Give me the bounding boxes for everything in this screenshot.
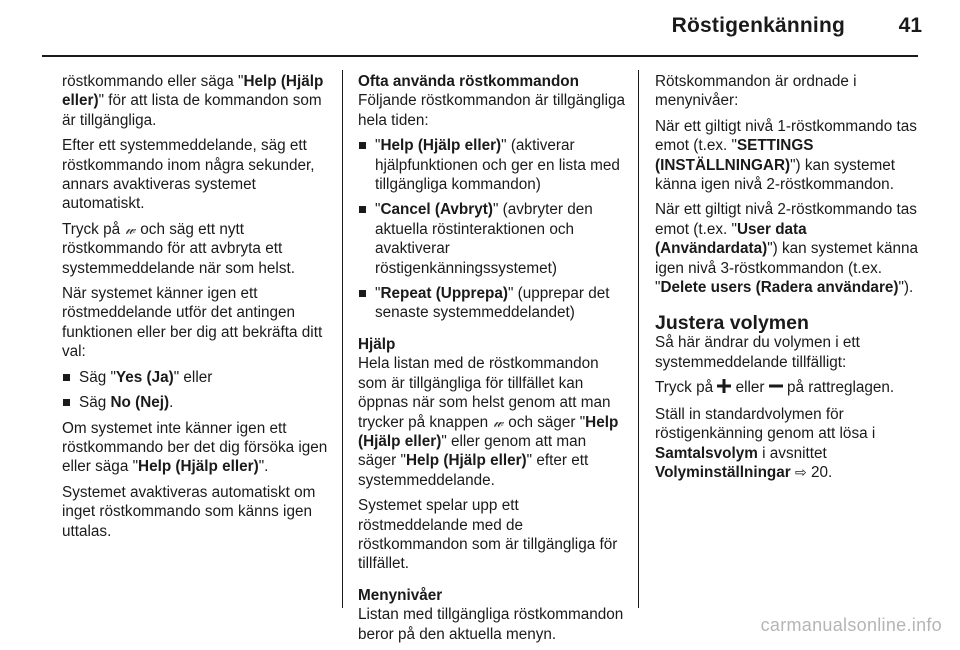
- col1-paragraph-2: Efter ett systemmeddelande, säg ett röstkommando inom några sekunder, annars avaktiveras systemet automatiskt.: [62, 137, 315, 213]
- column-divider-1: [342, 70, 343, 608]
- col3-paragraph-1: Rötskommandon är ordnade i menynivåer:: [655, 73, 857, 110]
- col3-paragraph-3: När ett giltigt nivå 2-röstkommando tas emot (t.ex. "User data (Användardata)") kan systemet känna igen nivå 3-röstkommandon (t.ex. "Delete users (Radera användare)").: [655, 201, 919, 297]
- list-item: "Repeat (Upprepa)" (upprepar det senaste systemmeddelandet): [358, 284, 626, 323]
- section-heading: Menynivåer: [358, 586, 443, 604]
- col3-paragraph-2: När ett giltigt nivå 1-röstkommando tas emot (t.ex. "SETTINGS (INSTÄLLNINGAR)") kan systemet känna igen nivå 2-röstkommandon.: [655, 117, 917, 194]
- voice-button-icon: 𝓌: [493, 413, 504, 430]
- column-2: [358, 72, 626, 650]
- col1-paragraph-1: röstkommando eller säga "Help (Hjälp eller)" för att lista de kommandon som är tillgängliga.: [62, 73, 324, 129]
- bullet-icon: [63, 399, 70, 406]
- list-item: Säg No (Nej).: [62, 393, 328, 412]
- list-item: "Help (Hjälp eller)" (aktiverar hjälpfunktionen och ger en lista med tillgängliga kommandon): [358, 136, 626, 194]
- bullet-icon: [63, 374, 70, 381]
- bullet-icon: [359, 206, 366, 213]
- bullet-icon: [359, 290, 366, 297]
- page-number: 41: [898, 14, 922, 37]
- col1-paragraph-3: Tryck på 𝓌 och säg ett nytt röstkommando för att avbryta ett systemmeddelande när som helst.: [62, 220, 295, 277]
- col1-paragraph-6: Systemet avaktiveras automatiskt om inget röstkommando som känns igen uttalas.: [62, 483, 316, 540]
- header-title: Röstigenkänning: [671, 14, 845, 37]
- bullet-icon: [359, 142, 366, 149]
- section-heading: Justera volymen: [655, 312, 809, 335]
- section-heading: Hjälp: [358, 335, 396, 353]
- col3-paragraph-4: Så här ändrar du volymen i ett systemmeddelande tillfälligt:: [655, 334, 860, 371]
- column-1: [62, 72, 328, 547]
- col1-paragraph-5: Om systemet inte känner igen ett röstkommando ber det dig försöka igen eller säga "Help (Hjälp eller)".: [62, 419, 328, 476]
- col2-paragraph-1: Följande röstkommandon är tillgängliga hela tiden:: [358, 92, 625, 129]
- header-rule: [42, 55, 918, 57]
- column-3: [655, 72, 925, 488]
- voice-button-icon: 𝓌: [125, 220, 136, 237]
- section-heading: Ofta använda röstkommandon: [358, 73, 579, 90]
- col3-paragraph-5: Tryck på eller på rattreglagen.: [655, 378, 925, 398]
- col3-paragraph-6: Ställ in standardvolymen för röstigenkänning genom att lösa i Samtalsvolym i avsnittet Volyminställningar ⇨ 20.: [655, 405, 876, 481]
- col1-paragraph-4: När systemet känner igen ett röstmeddelande utför det antingen funktionen eller ber dig att bekräfta ditt val:: [62, 285, 323, 361]
- page-reference-icon: ⇨: [794, 463, 807, 480]
- col2-paragraph-3: Systemet spelar upp ett röstmeddelande med de röstkommandon som är tillgängliga för tillfället.: [358, 497, 618, 573]
- col2-paragraph-4: Listan med tillgängliga röstkommandon beror på den aktuella menyn.: [358, 606, 624, 643]
- list-item: "Cancel (Avbryt)" (avbryter den aktuella röstinteraktionen och avaktiverar röstigenkänningssystemet): [358, 200, 626, 278]
- column-divider-2: [638, 70, 639, 608]
- list-item: Säg "Yes (Ja)" eller: [62, 368, 328, 387]
- minus-icon: [769, 379, 783, 398]
- plus-icon: [717, 379, 731, 398]
- watermark: carmanualsonline.info: [760, 615, 942, 635]
- col2-paragraph-2: Hela listan med de röstkommandon som är tillgängliga för tillfället kan öppnas när som helst genom att man trycker på knappen 𝓌 och säger "Help (Hjälp eller)" eller genom att man säger "Help (Hjälp eller)" efter ett systemmeddelande.: [358, 355, 619, 489]
